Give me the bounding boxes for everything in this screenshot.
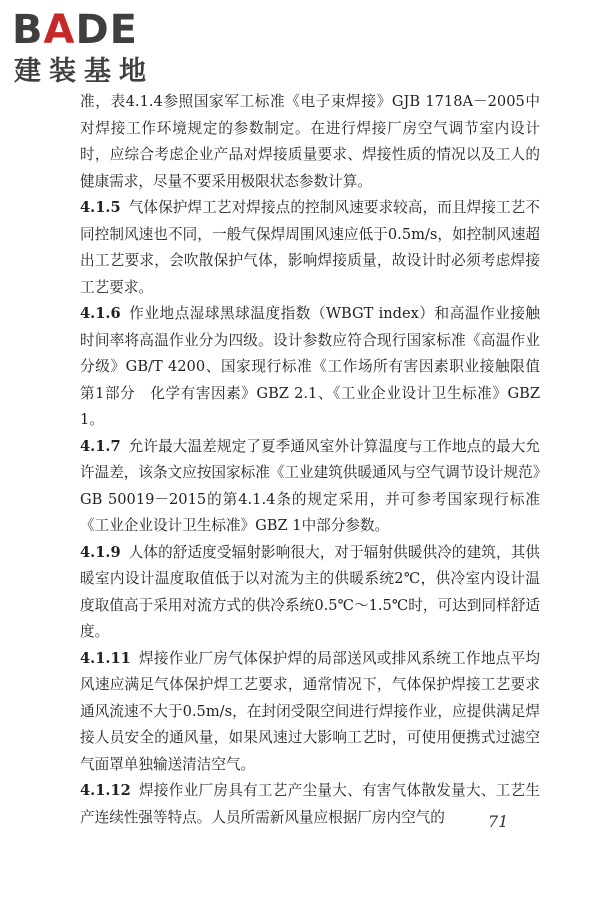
clause-text: 焊接作业厂房气体保护焊的局部送风或排风系统工作地点平均风速应满足气体保护焊工艺要求，通常情况下，气体保护焊接工艺要求通风流速不大于0.5m/s，在封闭受限空间进行焊接作业，应提供满足焊接人员安全的通风量，如果风速过大影响工艺时，可使用便携式过滤空气面罩单独输送清洁空气。	[80, 649, 540, 773]
clause-text: 人体的舒适度受辐射影响很大，对于辐射供暖供冷的建筑，其供暖室内设计温度取值低于以对流为主的供暖系统2℃，供冷室内设计温度取值高于采用对流方式的供冷系统0.5℃～1.5℃时，可达到同样舒适度。	[80, 543, 540, 640]
logo-wordmark	[12, 8, 138, 52]
clause-number: 4.1.5	[80, 199, 121, 216]
paragraph-text: 准，表4.1.4参照国家军工标准《电子束焊接》GJB 1718A－2005中对焊接工作环境规定的参数制定。在进行焊接厂房空气调节室内设计时，应综合考虑企业产品对焊接质量要求、焊接性质的情况以及工人的健康需求，尽量不要采用极限状态参数计算。	[80, 93, 540, 190]
clause-number: 4.1.12	[80, 782, 131, 799]
logo-letter-b: B	[12, 7, 44, 53]
clause-4-1-7	[80, 434, 540, 540]
logo-letters-de: DE	[75, 7, 138, 53]
clause-text: 气体保护焊工艺对焊接点的控制风速要求较高，而且焊接工艺不同控制风速也不同，一般气保焊周围风速应低于0.5m/s，如控制风速超出工艺要求，会吹散保护气体，影响焊接质量，故设计时必须考虑焊接工艺要求。	[80, 199, 540, 296]
clause-4-1-5	[80, 195, 540, 301]
clause-number: 4.1.6	[80, 305, 121, 322]
clause-number: 4.1.11	[80, 649, 131, 667]
clause-4-1-11	[80, 646, 540, 779]
clause-text: 焊接作业厂房具有工艺产尘量大、有害气体散发量大、工艺生产连续性强等特点。人员所需新风量应根据厂房内空气的	[80, 782, 540, 826]
document-body	[80, 89, 555, 831]
logo-subtitle: 建装基地	[14, 56, 154, 87]
clause-number: 4.1.9	[80, 543, 121, 561]
clause-text: 允许最大温差规定了夏季通风室外计算温度与工作地点的最大允许温差，该条文应按国家标准《工业建筑供暖通风与空气调节设计规范》GB 50019－2015的第4.1.4条的规定采用，并可参考国家现行标准《工业企业设计卫生标准》GBZ 1中部分参数。	[80, 437, 540, 534]
clause-text: 作业地点湿球黑球温度指数（WBGT index）和高温作业接触时间率将高温作业分为四级。设计参数应符合现行国家标准《高温作业分级》GB/T 4200、国家现行标准《工作场所有害因素职业接触限值 第1部分 化学有害因素》GBZ 2.1、《工业企业设计卫生标准》GBZ 1。	[80, 305, 555, 428]
clause-4-1-12	[80, 778, 540, 831]
site-logo	[12, 8, 182, 92]
clause-4-1-6	[80, 301, 555, 434]
page-number: 71	[488, 812, 509, 831]
clause-4-1-9	[80, 540, 540, 646]
logo-letter-a: A	[43, 7, 76, 53]
paragraph-continuation	[80, 89, 540, 195]
clause-number: 4.1.7	[80, 437, 121, 455]
